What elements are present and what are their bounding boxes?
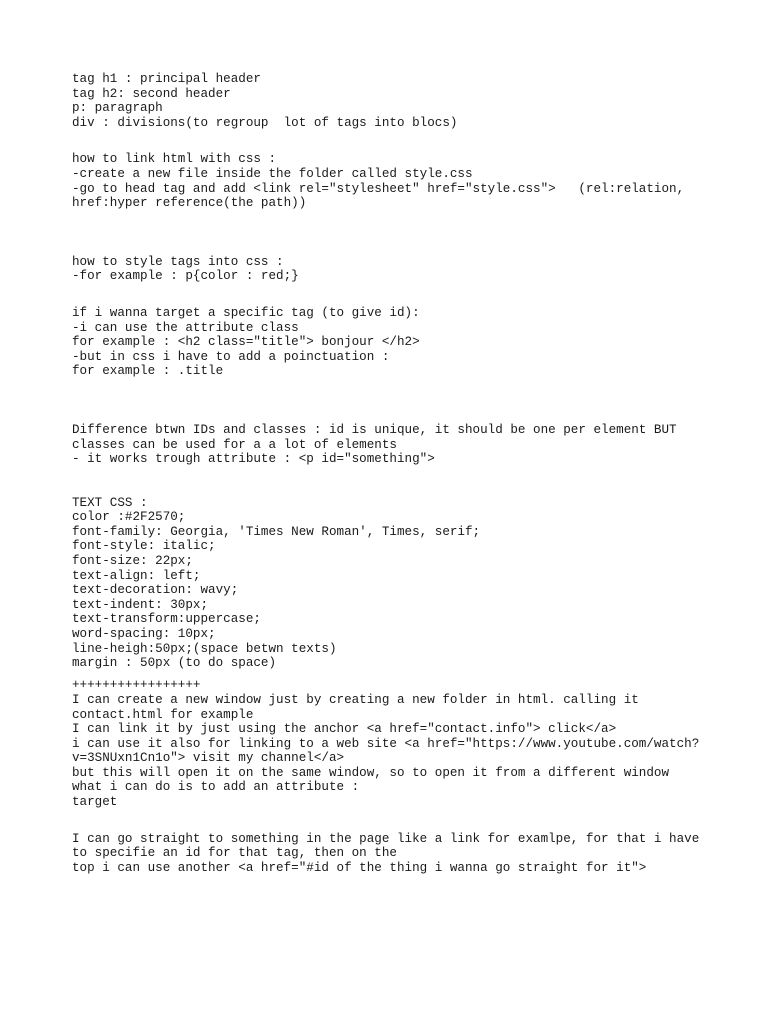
text-line: -i can use the attribute class — [72, 320, 299, 335]
text-line: color :#2F2570; — [72, 510, 186, 525]
spacer — [72, 130, 712, 152]
text-line: line-heigh:50px;(space betwn texts) — [72, 641, 337, 656]
tags-block — [72, 72, 712, 130]
text-line: text-decoration: wavy; — [72, 583, 239, 598]
spacer — [72, 810, 712, 832]
text-line: Difference btwn IDs and classes : id is unique, it should be one per element BUT — [72, 422, 677, 437]
text-line: - it works trough attribute : <p id="something"> — [72, 452, 435, 467]
text-line: tag h1 : principal header — [72, 72, 261, 86]
text-line: how to style tags into css : — [72, 254, 284, 269]
anchor-id-block — [72, 832, 712, 876]
style-tags-block — [72, 255, 712, 284]
text-line: text-align: left; — [72, 568, 201, 583]
text-line: p: paragraph — [72, 101, 163, 116]
text-line: for example : .title — [72, 364, 224, 379]
text-line: -but in css i have to add a poinctuation : — [72, 349, 390, 364]
ids-classes-block — [72, 423, 712, 467]
text-line: font-style: italic; — [72, 539, 216, 554]
text-line: what i can do is to add an attribute : — [72, 780, 360, 795]
spacer — [72, 211, 712, 255]
text-line: -create a new file inside the folder called style.css — [72, 166, 473, 181]
text-line: margin : 50px (to do space) — [72, 656, 277, 671]
text-line: I can go straight to something in the page like a link for examlpe, for that i have — [72, 831, 700, 846]
link-css-block — [72, 152, 712, 210]
text-line: I can create a new window just by creating a new folder in html. calling it — [72, 692, 639, 707]
spacer — [72, 467, 712, 496]
spacer — [72, 671, 712, 679]
text-line: if i wanna target a specific tag (to give id): — [72, 305, 420, 320]
text-line: target — [72, 795, 118, 810]
document-page — [72, 72, 712, 875]
target-block — [72, 306, 712, 379]
text-line: how to link html with css : — [72, 152, 277, 167]
text-line: top i can use another <a href="#id of the thing i wanna go straight for it"> — [72, 860, 647, 875]
text-line: font-size: 22px; — [72, 554, 193, 569]
text-line: classes can be used for a a lot of elements — [72, 437, 397, 452]
text-line: +++++++++++++++++ — [72, 678, 201, 693]
text-line: div : divisions(to regroup lot of tags into blocs) — [72, 115, 458, 130]
text-line: to specifie an id for that tag, then on the — [72, 846, 397, 861]
text-line: tag h2: second header — [72, 86, 231, 101]
text-line: contact.html for example — [72, 707, 254, 722]
text-line: but this will open it on the same window, so to open it from a different window — [72, 765, 670, 780]
text-line: i can use it also for linking to a web site <a href="https://www.youtube.com/watch? — [72, 736, 700, 751]
text-line: text-transform:uppercase; — [72, 612, 261, 627]
text-line: TEXT CSS : — [72, 495, 148, 510]
text-line: for example : <h2 class="title"> bonjour </h2> — [72, 335, 420, 350]
text-line: href:hyper reference(the path)) — [72, 196, 307, 211]
spacer — [72, 284, 712, 306]
text-line: v=3SNUxn1Cn1o"> visit my channel</a> — [72, 751, 345, 766]
text-line: -for example : p{color : red;} — [72, 269, 299, 284]
text-line: -go to head tag and add <link rel="stylesheet" href="style.css"> (rel:relation, — [72, 181, 685, 196]
text-css-block — [72, 496, 712, 671]
text-line: font-family: Georgia, 'Times New Roman', Times, serif; — [72, 524, 481, 539]
text-line: word-spacing: 10px; — [72, 627, 216, 642]
text-line: text-indent: 30px; — [72, 597, 209, 612]
spacer — [72, 379, 712, 423]
text-line: I can link it by just using the anchor <a href="contact.info"> click</a> — [72, 722, 617, 737]
links-block — [72, 678, 712, 809]
